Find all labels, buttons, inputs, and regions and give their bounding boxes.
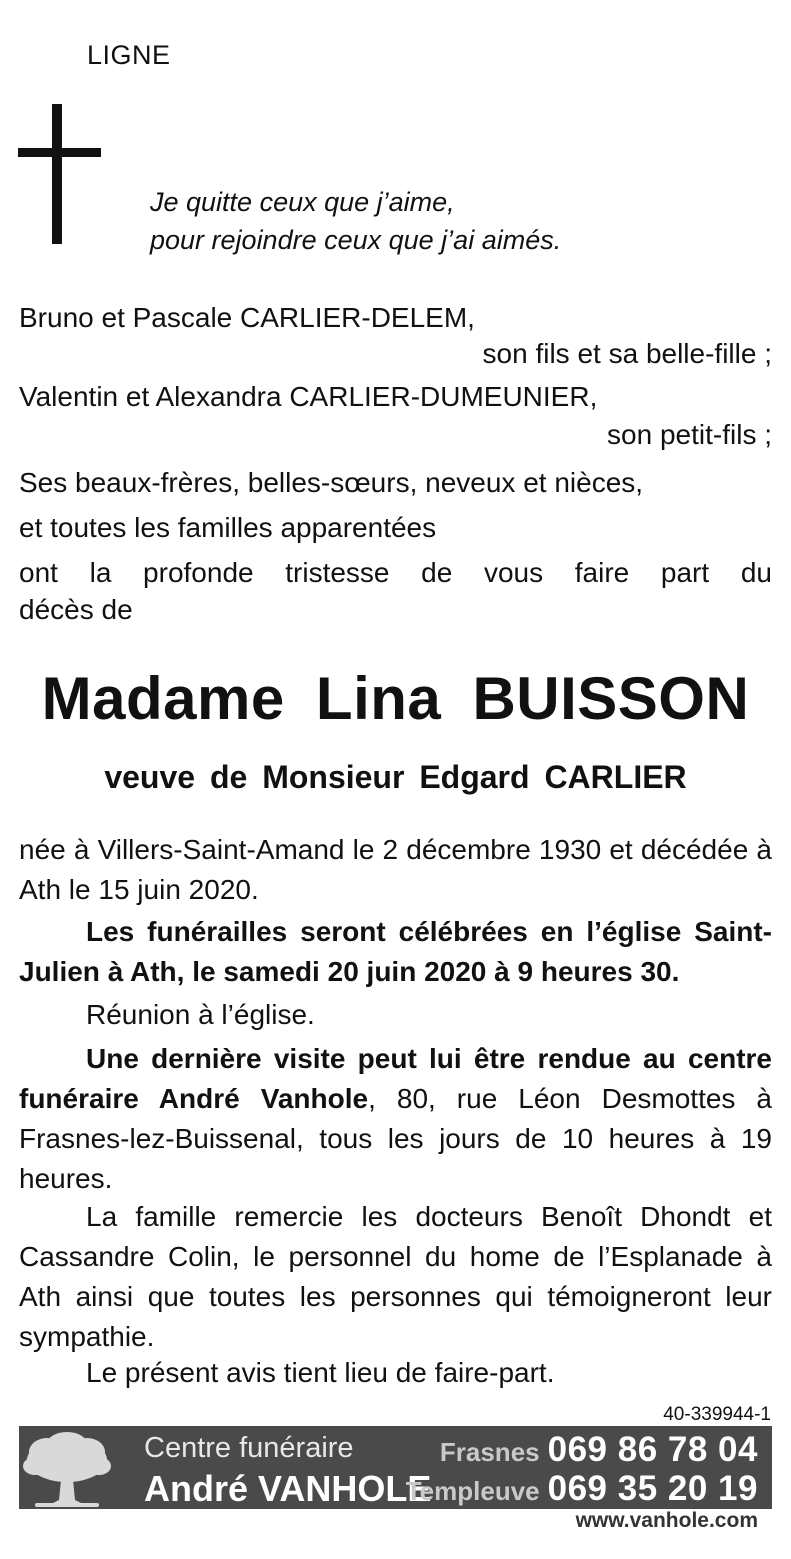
meeting-paragraph: Réunion à l’église. <box>86 999 315 1030</box>
quote-line-1: Je quitte ceux que j’aime, <box>150 187 455 217</box>
family-line-4: et toutes les familles apparentées <box>19 512 437 543</box>
visit-paragraph <box>19 1039 772 1199</box>
phone-label: Templeuve <box>405 1476 540 1506</box>
epitaph-quote <box>150 183 561 259</box>
phone-number[interactable]: 069 35 20 19 <box>547 1469 758 1508</box>
thanks-paragraph: La famille remercie les docteurs Benoît Dhondt et Cassandre Colin, le personnel du home de l’Esplanade à Ath ainsi que toutes les personnes qui témoigneront leur sympathie. <box>19 1201 772 1352</box>
family-line-5 <box>19 557 772 589</box>
cross-horizontal-bar <box>18 148 101 157</box>
notice-paragraph: Le présent avis tient lieu de faire-part. <box>86 1357 555 1388</box>
phone-label: Frasnes <box>439 1437 540 1467</box>
phone-templeuve <box>406 1469 758 1509</box>
widow-of-line: veuve de Monsieur Edgard CARLIER <box>104 759 687 795</box>
cross-vertical-bar <box>52 104 62 244</box>
family-line-1: Bruno et Pascale CARLIER-DELEM, <box>19 302 475 333</box>
visit-text: , 80, rue Léon Desmottes à Frasnes-lez-Buissenal, tous les jours de 10 heures à 19 heures. <box>19 1083 772 1194</box>
phone-frasnes <box>440 1430 758 1470</box>
word: vous <box>483 557 544 588</box>
family-line-6: décès de <box>19 594 133 625</box>
word: la <box>89 557 112 588</box>
funeral-home-name: André VANHOLE <box>144 1468 432 1509</box>
website-link[interactable]: www.vanhole.com <box>575 1509 758 1532</box>
word: tristesse <box>285 557 390 588</box>
word: du <box>740 557 772 588</box>
birth-death-paragraph: née à Villers-Saint-Amand le 2 décembre 1930 et décédée à Ath le 15 juin 2020. <box>19 834 772 905</box>
phone-number[interactable]: 069 86 78 04 <box>547 1430 758 1469</box>
quote-line-2: pour rejoindre ceux que j’ai aimés. <box>150 225 562 255</box>
reference-number: 40-339944-1 <box>663 1404 771 1425</box>
word: profonde <box>143 557 254 588</box>
tree-icon <box>21 1430 113 1510</box>
family-line-3: Ses beaux-frères, belles-sœurs, neveux et nièces, <box>19 467 644 498</box>
visit-bold-text: Une dernière visite peut lui être rendue au centre funéraire André Vanhole <box>19 1043 772 1114</box>
location-heading: LIGNE <box>87 40 171 70</box>
word: ont <box>19 557 58 588</box>
funeral-paragraph: Les funérailles seront célébrées en l’église Saint-Julien à Ath, le samedi 20 juin 2020 à 9 heures 30. <box>19 916 772 987</box>
word: part <box>660 557 710 588</box>
word: faire <box>574 557 630 588</box>
family-relation-2: son petit-fils ; <box>607 419 772 450</box>
family-relation-1: son fils et sa belle-fille ; <box>482 338 772 369</box>
deceased-name: Madame Lina BUISSON <box>41 665 750 732</box>
word: de <box>421 557 453 588</box>
funeral-home-label: Centre funéraire <box>144 1432 354 1464</box>
family-line-2: Valentin et Alexandra CARLIER-DUMEUNIER, <box>19 381 598 412</box>
